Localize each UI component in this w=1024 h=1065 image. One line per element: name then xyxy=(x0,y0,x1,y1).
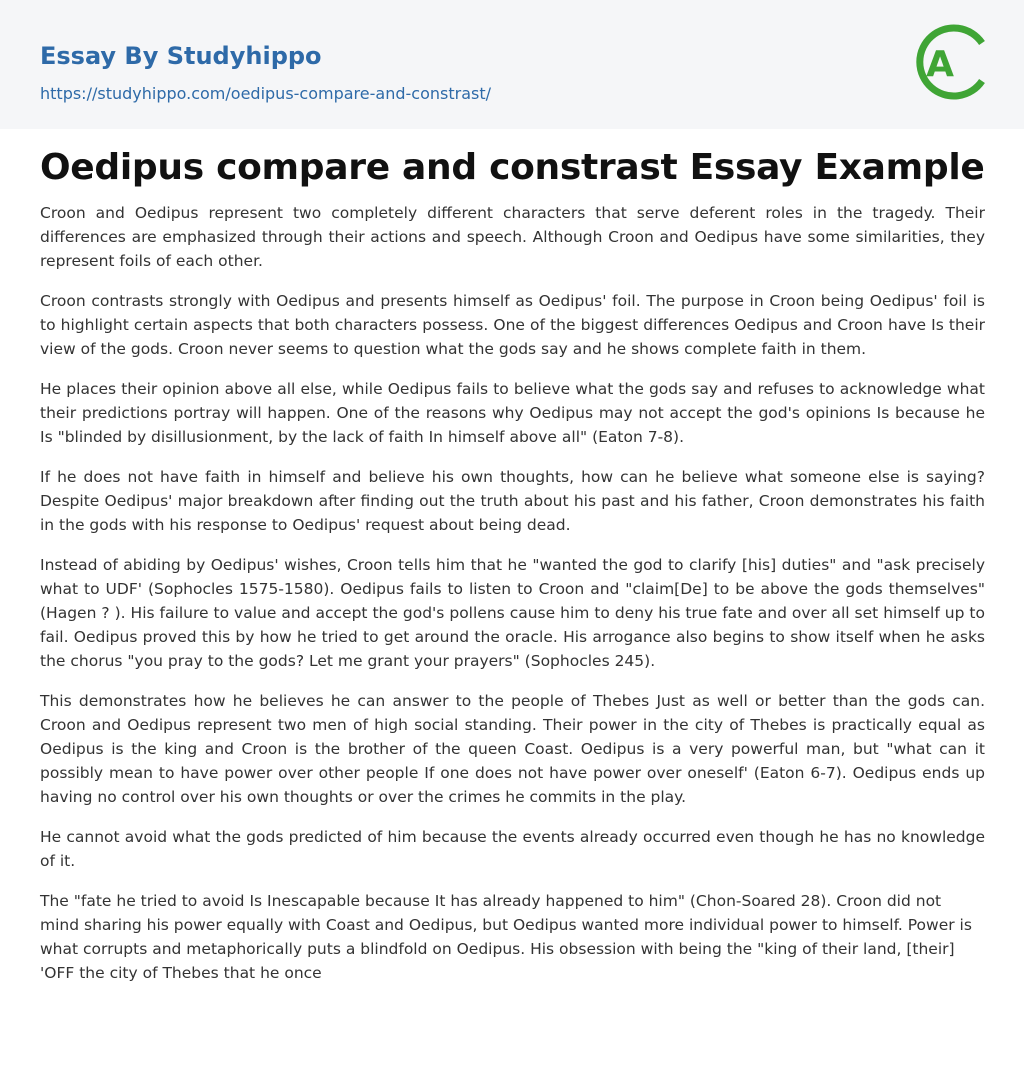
source-url-link[interactable]: https://studyhippo.com/oedipus-compare-and-constrast/ xyxy=(40,84,491,103)
essay-body xyxy=(40,201,985,1001)
site-header xyxy=(0,0,1024,129)
logo-icon[interactable] xyxy=(912,19,988,105)
essay-paragraph: The "fate he tried to avoid Is Inescapable because It has already happened to him" (Chon-Soared 28). Croon did not mind sharing his power equally with Coast and Oedipus, but Oedipus wanted more individual power to himself. Power is what corrupts and metaphorically puts a blindfold on Oedipus. His obsession with being the "king of their land, [their] 'OFF the city of Thebes that he once xyxy=(40,892,972,982)
essay-paragraph: This demonstrates how he believes he can answer to the people of Thebes Just as well or better than the gods can. Croon and Oedipus represent two men of high social standing. Their power in the city of Thebes is practically equal as Oedipus is the king and Croon is the brother of the queen Coast. Oedipus is a very powerful man, but "what can it possibly mean to have power over other people If one does not have power over oneself' (Eaton 6-7). Oedipus ends up having no control over his own thoughts or over the crimes he commits in the play. xyxy=(40,692,985,806)
logo-letter: A xyxy=(926,44,954,85)
essay-paragraph: If he does not have faith in himself and believe his own thoughts, how can he believe what someone else is saying? Despite Oedipus' major breakdown after finding out the truth about his past and his father, Croon demonstrates his faith in the gods with his response to Oedipus' request about being dead. xyxy=(40,468,985,534)
essay-paragraph: Croon and Oedipus represent two completely different characters that serve deferent roles in the tragedy. Their differences are emphasized through their actions and speech. Although Croon and Oedipus have some similarities, they represent foils of each other. xyxy=(40,204,985,270)
essay-paragraph: He places their opinion above all else, while Oedipus fails to believe what the gods say and refuses to acknowledge what their predictions portray will happen. One of the reasons why Oedipus may not accept the god's opinions Is because he Is "blinded by disillusionment, by the lack of faith In himself above all" (Eaton 7-8). xyxy=(40,380,985,446)
site-brand[interactable]: Essay By Studyhippo xyxy=(40,42,322,70)
page-title: Oedipus compare and constrast Essay Example xyxy=(40,147,985,188)
essay-paragraph: Croon contrasts strongly with Oedipus and presents himself as Oedipus' foil. The purpose in Croon being Oedipus' foil is to highlight certain aspects that both characters possess. One of the biggest differences Oedipus and Croon have Is their view of the gods. Croon never seems to question what the gods say and he shows complete faith in them. xyxy=(40,292,985,358)
essay-paragraph: He cannot avoid what the gods predicted of him because the events already occurred even though he has no knowledge of it. xyxy=(40,828,985,870)
essay-paragraph: Instead of abiding by Oedipus' wishes, Croon tells him that he "wanted the god to clarify [his] duties" and "ask precisely what to UDF' (Sophocles 1575-1580). Oedipus fails to listen to Croon and "claim[De] to be above the gods themselves" (Hagen ? ). His failure to value and accept the god's pollens cause him to deny his true fate and over all set himself up to fail. Oedipus proved this by how he tried to get around the oracle. His arrogance also begins to show itself when he asks the chorus "you pray to the gods? Let me grant your prayers" (Sophocles 245). xyxy=(40,556,985,670)
